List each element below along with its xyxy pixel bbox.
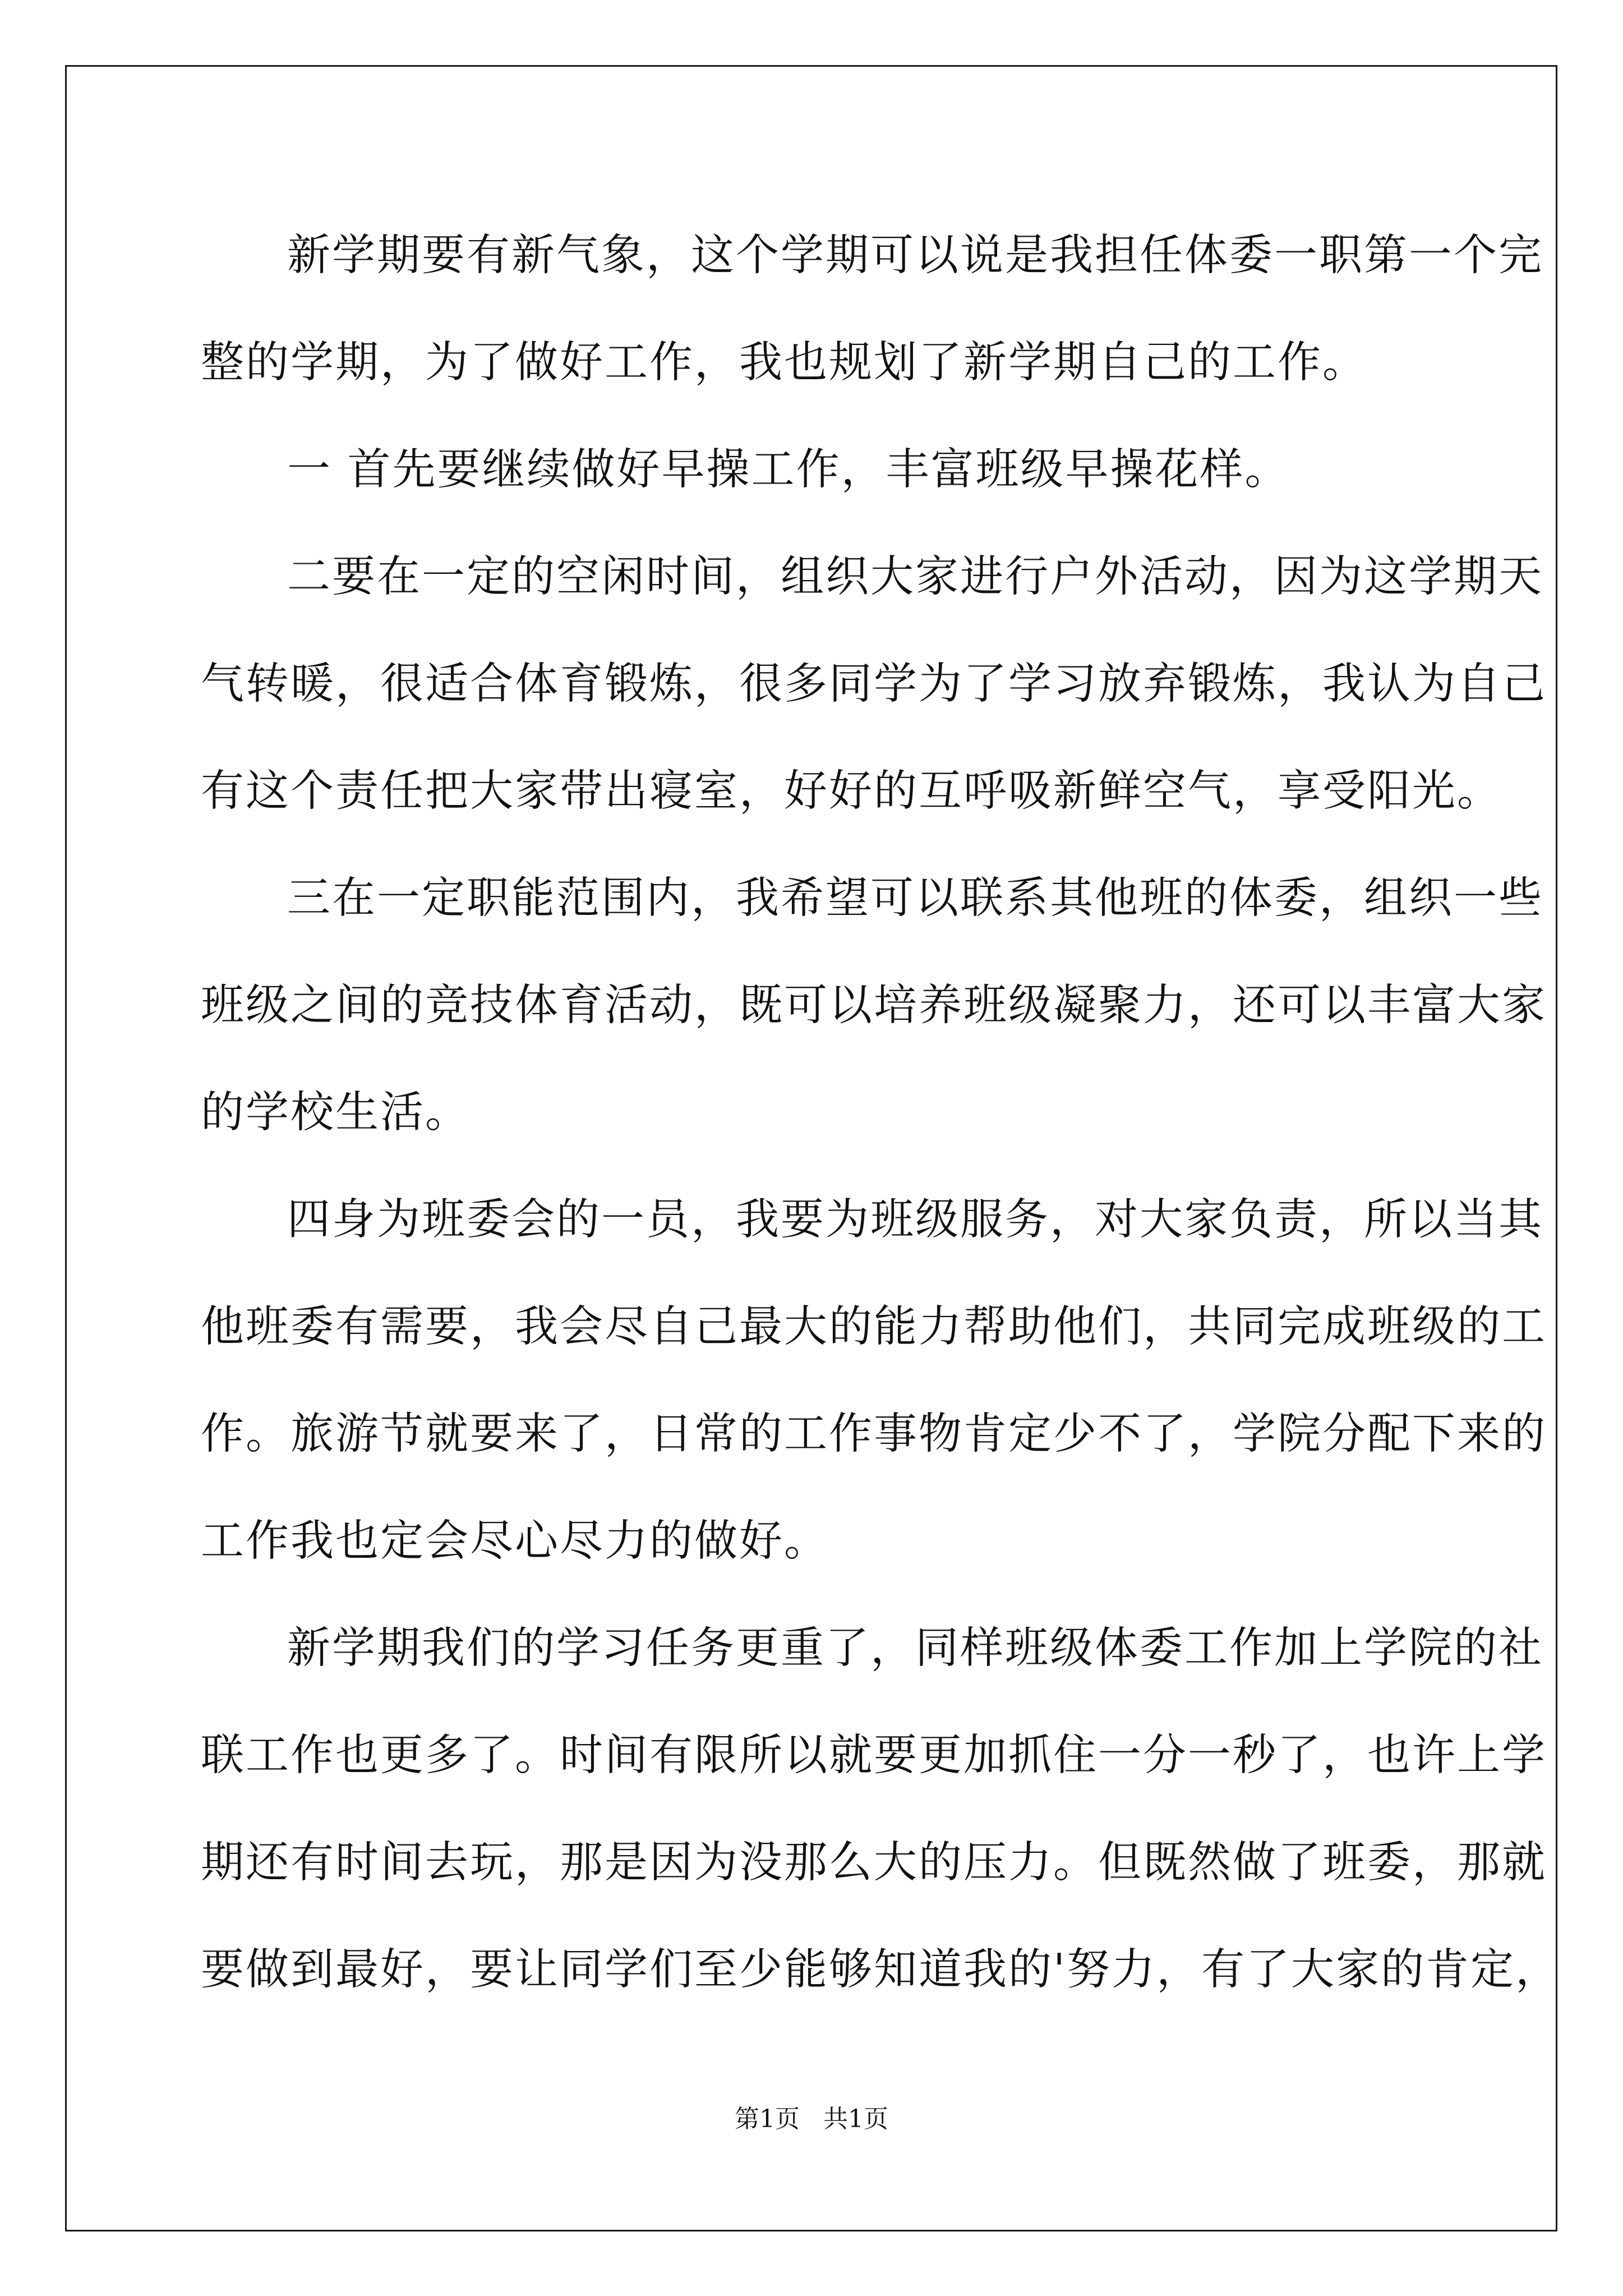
text-line: 作。旅游节就要来了，日常的工作事物肯定少不了，学院分配下来的 (201, 1409, 1547, 1459)
page-footer: 第1页 共1页 (735, 2105, 888, 2133)
text-line: 要做到最好，要让同学们至少能够知道我的'努力，有了大家的肯定， (201, 1945, 1561, 1995)
text-line: 四身为班委会的一员，我要为班级服务，对大家负责，所以当其 (287, 1195, 1543, 1245)
text-line: 整的学期，为了做好工作，我也规划了新学期自己的工作。 (201, 338, 1367, 388)
text-line: 工作我也定会尽心尽力的做好。 (201, 1516, 829, 1566)
text-line: 二要在一定的空闲时间，组织大家进行户外活动，因为这学期天 (287, 552, 1543, 602)
document-body (201, 202, 1561, 2023)
text-line: 三在一定职能范围内，我希望可以联系其他班的体委，组织一些 (287, 873, 1543, 923)
text-line: 期还有时间去玩，那是因为没那么大的压力。但既然做了班委，那就 (201, 1838, 1547, 1888)
text-line: 一 首先要继续做好早操工作，丰富班级早操花样。 (287, 445, 1290, 495)
text-line: 他班委有需要，我会尽自己最大的能力帮助他们，共同完成班级的工 (201, 1302, 1547, 1352)
text-line: 联工作也更多了。时间有限所以就要更加抓住一分一秒了，也许上学 (201, 1731, 1547, 1780)
text-line: 新学期我们的学习任务更重了，同样班级体委工作加上学院的社 (287, 1623, 1543, 1673)
text-line: 有这个责任把大家带出寝室，好好的互呼吸新鲜空气，享受阳光。 (201, 766, 1502, 816)
text-line: 班级之间的竞技体育活动，既可以培养班级凝聚力，还可以丰富大家 (201, 981, 1547, 1030)
text-line: 的学校生活。 (201, 1088, 470, 1138)
text-line: 气转暖，很适合体育锻炼，很多同学为了学习放弃锻炼，我认为自己 (201, 659, 1547, 709)
text-line: 新学期要有新气象，这个学期可以说是我担任体委一职第一个完 (287, 231, 1543, 280)
